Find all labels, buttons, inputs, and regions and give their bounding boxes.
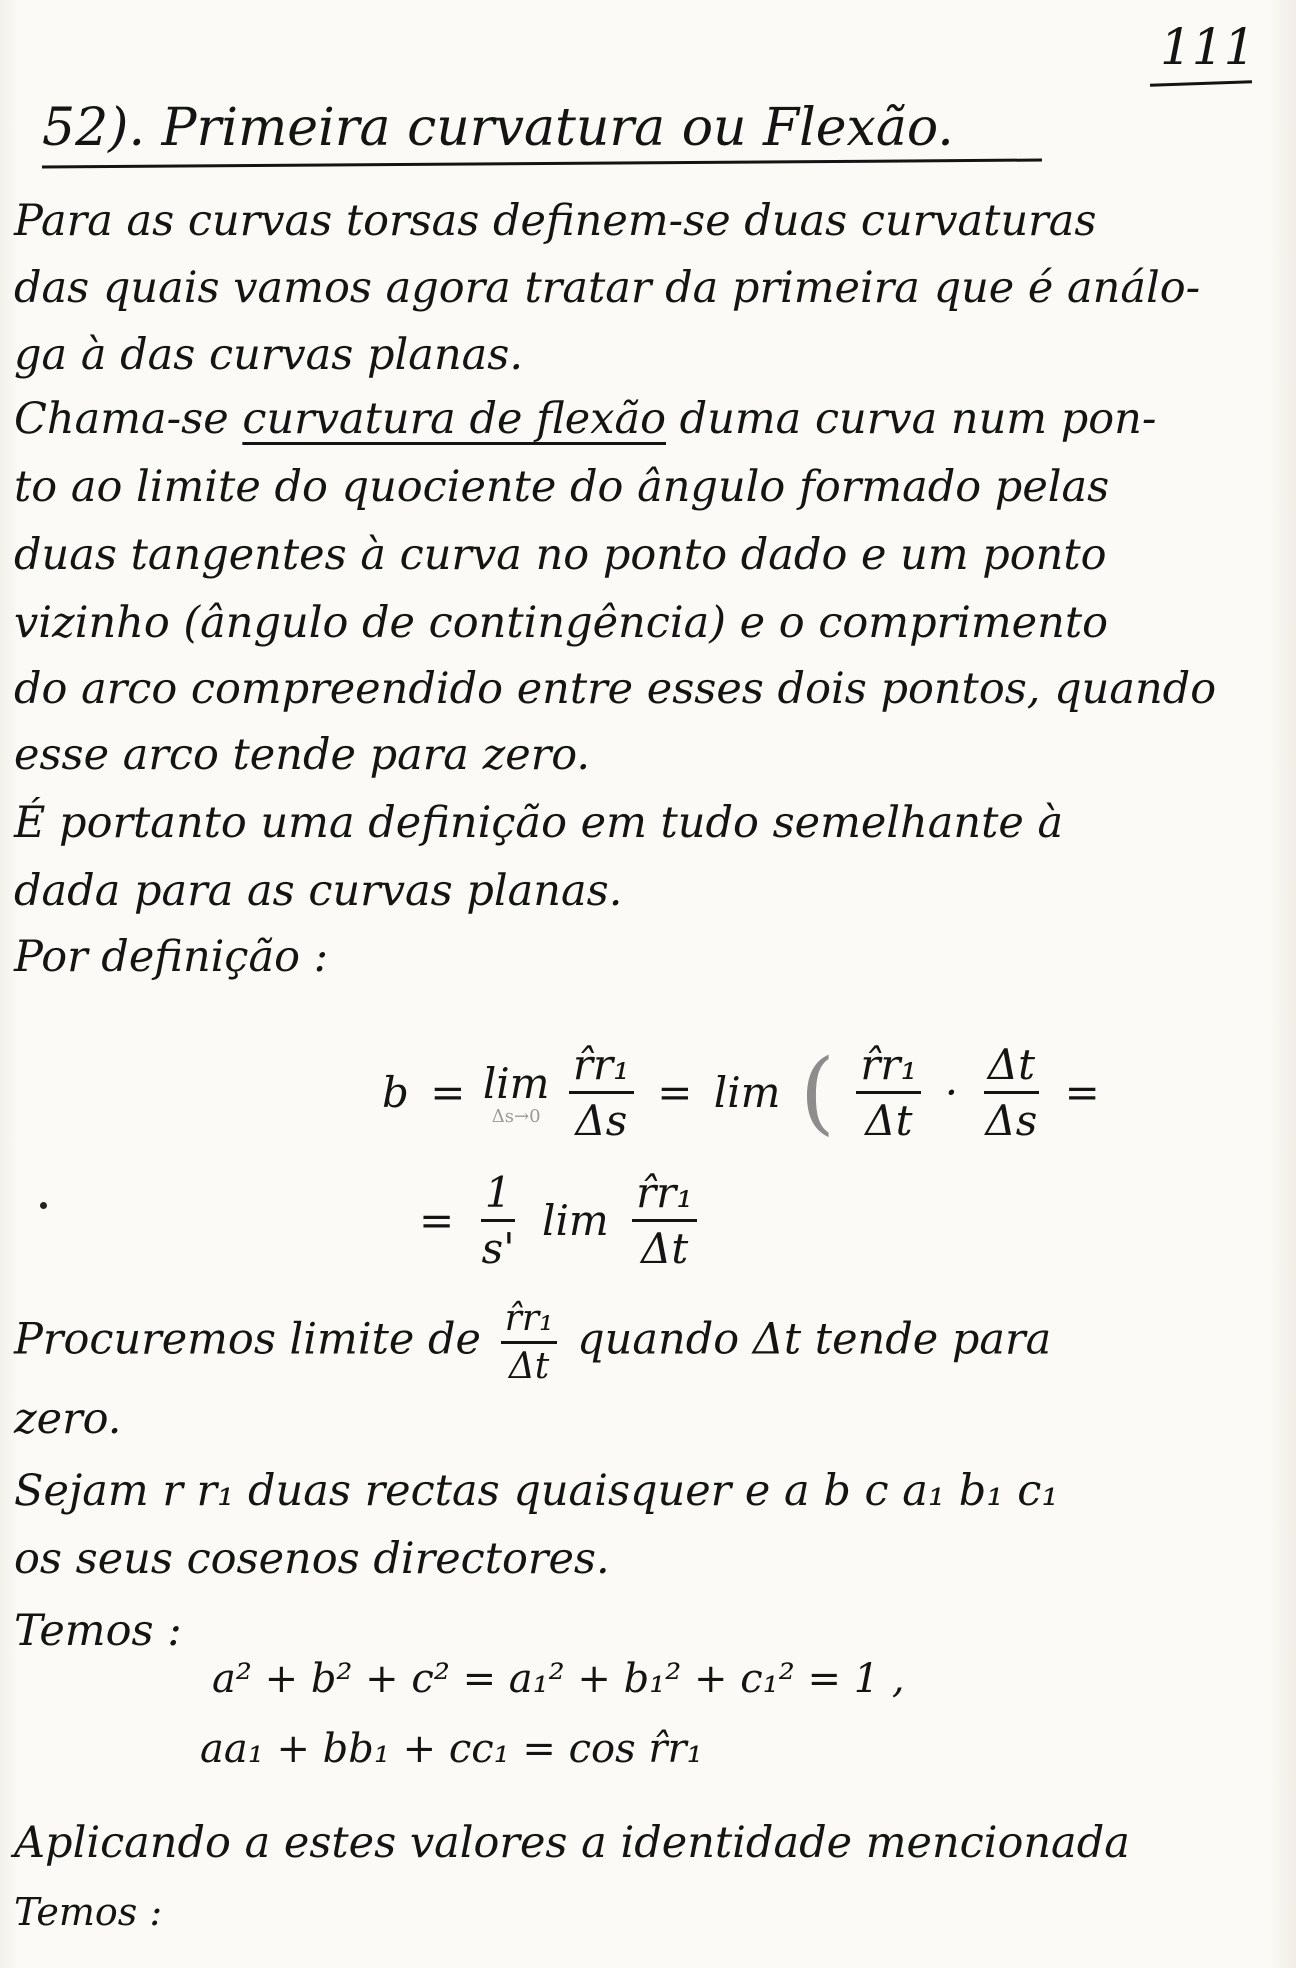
para4-lead: Procuremos limite de	[14, 1314, 481, 1365]
formula1-lim1-subscript: Δs→0	[491, 1105, 541, 1127]
temos-final: Temos :	[14, 1890, 163, 1934]
formula2-lim: lim	[542, 1196, 609, 1245]
formula1-lim2: lim	[713, 1068, 781, 1117]
formula2-fraction-2	[632, 1168, 697, 1273]
formula2-frac2-denominator: Δt	[640, 1224, 689, 1273]
para2-line-6: esse arco tende para zero.	[14, 730, 591, 780]
temos-label: Temos :	[14, 1606, 182, 1656]
equation-cosines-unit: a² + b² + c² = a₁² + b₁² + c₁² = 1 ,	[212, 1656, 905, 1702]
formula-curvature-simplified	[415, 1168, 703, 1273]
formula1-frac2-denominator: Δt	[865, 1096, 913, 1145]
para1-line-2: das quais vamos agora tratar da primeira que é análo-	[14, 263, 1201, 313]
formula2-frac1-numerator: 1	[481, 1168, 516, 1222]
para2-line-3: duas tangentes à curva no ponto dado e um ponto	[14, 530, 1107, 580]
formula1-eq3: =	[1064, 1068, 1100, 1117]
formula2-fraction-1	[478, 1168, 519, 1273]
formula1-frac1-denominator: Δs	[575, 1096, 628, 1145]
formula1-fraction-2	[856, 1040, 921, 1145]
para2-lead: Chama-se	[14, 394, 229, 444]
formula1-frac3-numerator: Δt	[984, 1040, 1039, 1094]
para4-rest: quando Δt tende para	[577, 1314, 1052, 1365]
formula1-fraction-3	[981, 1040, 1041, 1145]
equation-cosine-angle: aa₁ + bb₁ + cc₁ = cos r̂r₁	[200, 1726, 703, 1772]
formula2-frac1-denominator: s'	[481, 1224, 515, 1273]
formula1-limit-1	[483, 1059, 550, 1127]
para1-line-1: Para as curvas torsas definem-se duas curvaturas	[14, 196, 1097, 246]
formula1-eq1: =	[430, 1068, 466, 1117]
para2-line-1	[14, 394, 1156, 444]
defined-term: curvatura de flexão	[242, 394, 666, 444]
para4-frac-denominator: Δt	[508, 1346, 550, 1387]
formula1-eq2: =	[657, 1068, 693, 1117]
formula1-lim1-text: lim	[482, 1058, 550, 1108]
page-number-underline	[1150, 80, 1252, 87]
para4-fraction	[501, 1298, 558, 1387]
formula1-frac1-numerator: r̂r₁	[569, 1040, 634, 1094]
formula2-frac2-numerator: r̂r₁	[632, 1168, 697, 1222]
para4-line-1	[14, 1298, 1051, 1387]
formula1-dot: ·	[944, 1068, 959, 1117]
stray-ink-dot	[40, 1202, 47, 1209]
section-title: 52). Primeira curvatura ou Flexão.	[42, 98, 954, 158]
definition-label: Por definição :	[14, 932, 329, 982]
formula1-lhs: b	[382, 1068, 409, 1117]
para2-line-5: do arco compreendido entre esses dois pontos, quando	[14, 664, 1217, 714]
formula-curvature-definition	[378, 1040, 1104, 1145]
para4-frac-numerator: r̂r₁	[501, 1298, 558, 1344]
para3-line-2: dada para as curvas planas.	[14, 866, 623, 916]
formula1-open-paren: (	[799, 1039, 835, 1145]
para5-line-1: Sejam r r₁ duas rectas quaisquer e a b c a₁ b₁ c₁	[14, 1466, 1059, 1516]
para5-line-2: os seus cosenos directores.	[14, 1534, 610, 1584]
formula1-fraction-1	[569, 1040, 634, 1145]
para4-line-2: zero.	[14, 1394, 122, 1444]
para6-line: Aplicando a estes valores a identidade mencionada	[14, 1818, 1130, 1868]
para2-rest: duma curva num pon-	[679, 394, 1157, 444]
formula2-eq: =	[419, 1196, 455, 1245]
para2-line-2: to ao limite do quociente do ângulo formado pelas	[14, 462, 1110, 512]
para2-line-4: vizinho (ângulo de contingência) e o comprimento	[14, 598, 1108, 648]
formula1-frac3-denominator: Δs	[985, 1096, 1038, 1145]
para3-line-1: É portanto uma definição em tudo semelhante à	[14, 798, 1064, 848]
title-underline	[42, 159, 1042, 169]
page-number: 111	[1160, 18, 1256, 76]
formula1-frac2-numerator: r̂r₁	[856, 1040, 921, 1094]
para1-line-3: ga à das curvas planas.	[14, 330, 524, 380]
